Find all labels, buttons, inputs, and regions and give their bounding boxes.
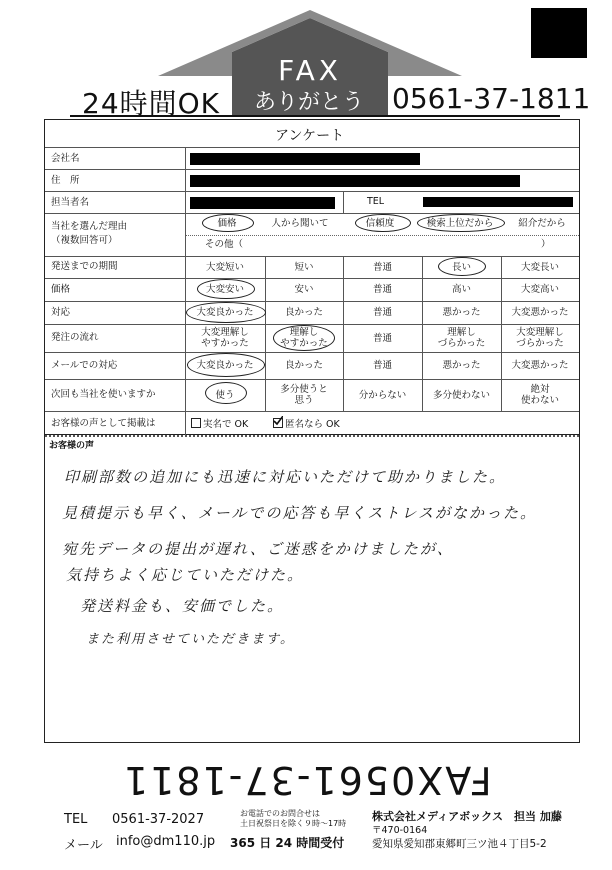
footer-address: 愛知県愛知郡東郷町三ツ池４丁目5-2 xyxy=(372,838,547,850)
row-1-option-2: 普通 xyxy=(372,284,392,295)
header-thanks: ありがとう xyxy=(253,90,364,115)
row-0-option-3: 長い xyxy=(451,261,471,273)
row-2-option-3: 悪かった xyxy=(442,307,481,318)
row-4-option-2: 普通 xyxy=(372,360,392,371)
row-0-option-4: 大変長い xyxy=(520,261,559,273)
row-4-option-3: 悪かった xyxy=(442,360,481,371)
redacted-address xyxy=(190,175,520,187)
voice-line-6: また利用させていただきます。 xyxy=(86,632,295,647)
row-1-option-4: 大変高い xyxy=(520,284,559,295)
circle-reason-price xyxy=(202,214,254,232)
footer-big-fax: FAX0561-37-1811 xyxy=(122,758,492,802)
circle-mail-very-good xyxy=(187,353,265,377)
row-4-option-4: 大変悪かった xyxy=(511,360,569,371)
footer-phone-note-2: 土日祝祭日を除く９時〜17時 xyxy=(240,819,347,828)
redacted-tel xyxy=(423,197,573,207)
redacted-company xyxy=(190,153,420,165)
address-label: 住 所 xyxy=(51,175,80,186)
reason-search: 検索上位だから xyxy=(426,218,494,229)
row-3-option-1: 理解し やすかった xyxy=(280,327,328,349)
row-1-option-1: 安い xyxy=(294,284,314,295)
reason-label: 当社を選んだ理由 xyxy=(51,221,128,232)
reason-other: その他（ xyxy=(205,239,244,250)
row-5-option-3: 多分使わない xyxy=(432,389,490,401)
voice-line-5: 発送料金も、安価でした。 xyxy=(80,597,285,615)
footer-tel-label: TEL xyxy=(64,812,88,827)
row-5-option-1: 多分使うと 思う xyxy=(280,384,328,406)
circle-price-very-cheap xyxy=(197,279,255,299)
row-label-3: 発注の流れ xyxy=(51,332,99,343)
row-5-option-4: 絶対 使わない xyxy=(520,384,559,406)
footer-tel: 0561-37-2027 xyxy=(112,812,205,827)
circle-reason-search xyxy=(417,214,505,232)
row-2-option-4: 大変悪かった xyxy=(511,307,569,318)
row-5-option-2: 分からない xyxy=(358,389,407,401)
company-label: 会社名 xyxy=(51,153,80,164)
row-label-5: 次回も当社を使いますか xyxy=(51,389,156,400)
circle-next-use xyxy=(205,382,247,404)
footer-mail-label: メール xyxy=(64,838,103,853)
tel-label: TEL xyxy=(367,196,385,207)
person-label: 担当者名 xyxy=(51,197,90,208)
row-4-option-0: 大変良かった xyxy=(196,360,254,371)
header-24h: 24時間OK xyxy=(82,87,221,120)
header-fax-number: 0561-37-1811 xyxy=(392,82,591,115)
circle-period-long xyxy=(438,257,486,276)
voice-line-3: 宛先データの提出が遅れ、ご迷惑をかけましたが、 xyxy=(62,540,454,558)
row-1-option-3: 高い xyxy=(451,284,471,295)
checkmark-icon xyxy=(273,416,283,426)
row-label-1: 価格 xyxy=(51,283,71,295)
reason-sub: （複数回答可） xyxy=(51,235,118,246)
row-0-option-0: 大変短い xyxy=(205,261,244,273)
redacted-person xyxy=(190,197,335,209)
row-4-option-1: 良かった xyxy=(284,360,323,371)
row-5-option-0: 使う xyxy=(215,389,235,401)
footer-zip: 〒470-0164 xyxy=(372,825,428,836)
form-title: アンケート xyxy=(275,128,345,144)
row-0-option-1: 短い xyxy=(294,261,314,273)
voice-line-2: 見積提示も早く、メールでの応答も早くストレスがなかった。 xyxy=(62,504,537,522)
row-3-option-4: 大変理解し づらかった xyxy=(516,327,564,349)
circle-reason-trust xyxy=(355,214,411,232)
voice-line-4: 気持ちよく応じていただけた。 xyxy=(66,566,305,584)
row-3-option-3: 理解し づらかった xyxy=(437,327,486,349)
row-2-option-0: 大変良かった xyxy=(196,307,254,318)
reason-introduction: 紹介だから xyxy=(518,218,566,229)
survey-form xyxy=(44,119,580,435)
publish-real-name[interactable]: 実名で OK xyxy=(191,418,248,430)
row-1-option-0: 大変安い xyxy=(205,284,244,295)
row-2-option-1: 良かった xyxy=(284,307,323,318)
checkbox-real-name[interactable] xyxy=(191,418,201,428)
row-2-option-2: 普通 xyxy=(372,307,392,318)
reason-referral-heard: 人から聞いて xyxy=(271,218,329,229)
footer-mail[interactable]: info@dm110.jp xyxy=(116,834,216,849)
circle-flow-easy xyxy=(273,325,335,351)
footer-company: 株式会社メディアボックス 担当 加藤 xyxy=(372,810,562,823)
reason-other-close: ） xyxy=(541,239,551,250)
voice-label: お客様の声 xyxy=(49,441,95,451)
reason-price: 価格 xyxy=(217,218,237,229)
row-3-option-0: 大変理解し やすかった xyxy=(201,327,249,349)
row-label-0: 発送までの期間 xyxy=(51,261,118,272)
circle-response-very-good xyxy=(186,302,266,323)
header-fax: FAX xyxy=(278,54,342,87)
reason-trust: 信頼度 xyxy=(365,218,395,229)
row-3-option-2: 普通 xyxy=(372,332,392,344)
row-0-option-2: 普通 xyxy=(372,261,392,273)
row-label-4: メールでの対応 xyxy=(51,359,118,371)
row-label-2: 対応 xyxy=(51,306,71,318)
publish-label: お客様の声として掲載は xyxy=(51,418,156,429)
footer-24h: 365 日 24 時間受付 xyxy=(230,836,345,850)
footer-phone-note-1: お電話でのお問合せは xyxy=(240,809,320,818)
voice-line-1: 印刷部数の追加にも迅速に対応いただけて助かりました。 xyxy=(64,468,507,486)
publish-anonymous[interactable]: 匿名なら OK xyxy=(273,418,340,430)
checkbox-anonymous[interactable] xyxy=(273,418,283,428)
